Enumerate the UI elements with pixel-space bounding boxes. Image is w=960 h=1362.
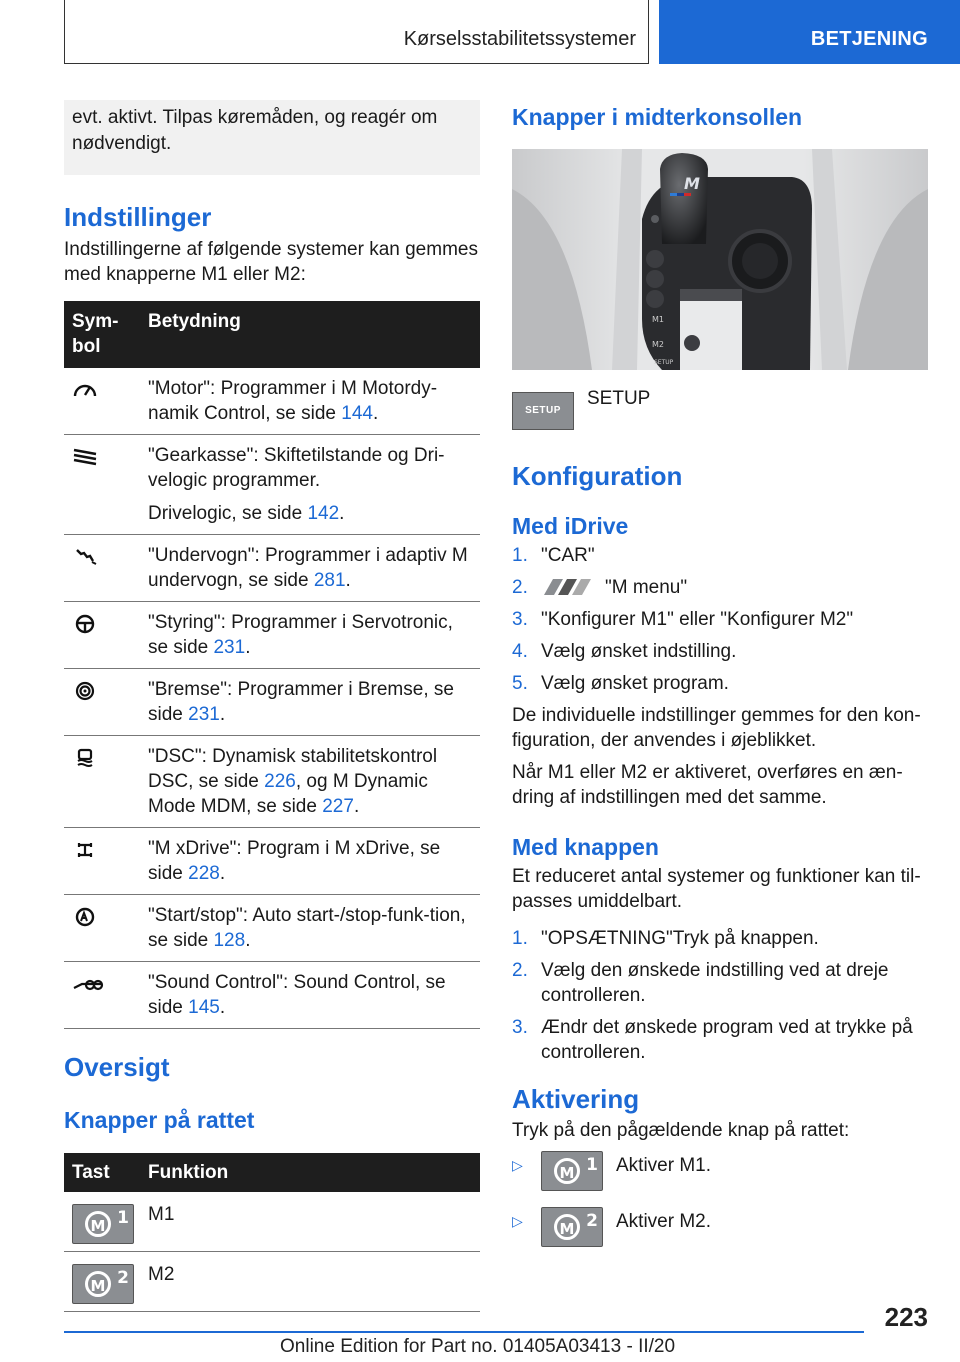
console-m1: M1 [652, 315, 664, 324]
row-text-end: . [245, 637, 251, 658]
m-letter: M [90, 1217, 106, 1235]
row-subtext-end: . [339, 503, 345, 524]
m2-button [72, 1264, 134, 1304]
overview-heading: Oversigt [64, 1052, 170, 1082]
list-item [512, 575, 928, 600]
row-text-end: . [219, 863, 226, 884]
step-text: Vælg den ønskede indstilling ved at dreje controlleren. [541, 960, 889, 1006]
console-m2: M2 [652, 340, 664, 349]
page-link[interactable]: 231 [213, 637, 246, 658]
step-text: Vælg ønsket program. [541, 673, 729, 694]
step-number: 5. [512, 673, 528, 694]
table-row [64, 736, 480, 828]
table-row [64, 895, 480, 962]
table-header-row [64, 301, 480, 368]
section-tab[interactable] [659, 0, 960, 64]
col-function: Funktion [136, 1153, 480, 1192]
step-number: 3. [512, 609, 528, 630]
dsc-icon [72, 748, 98, 768]
list-item [512, 1015, 928, 1065]
list-item [512, 958, 928, 1008]
m2-button [541, 1207, 603, 1247]
m1-button [541, 1151, 603, 1191]
page-link[interactable]: 226 [264, 771, 296, 792]
note-text: evt. aktivt. Tilpas køremåden, og reagér om nødvendigt. [72, 107, 438, 154]
page-number: 223 [884, 1302, 928, 1332]
page-link[interactable]: 144 [341, 403, 373, 424]
sound-icon [72, 974, 106, 994]
step-text: "Konfigurer M1" eller "Konfigurer M2" [541, 609, 854, 630]
row-text-end: . [353, 796, 360, 817]
list-item [512, 926, 928, 951]
row-text-end: . [219, 704, 226, 725]
row-subtext [148, 501, 474, 526]
step-text: Ændr det ønskede program ved at trykke på controlleren. [541, 1017, 913, 1063]
row-text-end: . [372, 403, 379, 424]
list-item [512, 671, 928, 696]
m-letter: M [559, 1220, 575, 1238]
motor-icon [72, 380, 98, 400]
note-box [64, 100, 480, 175]
button-steps [512, 926, 928, 1065]
m-number: 1 [117, 1208, 129, 1228]
step-number: 3. [512, 1017, 528, 1038]
row-subtext-start: Drivelogic, se side [148, 503, 308, 524]
setup-row [512, 390, 928, 452]
row-text-end: . [245, 930, 251, 951]
step-text: "M menu" [605, 577, 688, 598]
m-letter: M [559, 1164, 575, 1182]
m-letter: M [90, 1277, 106, 1295]
step-number: 2. [512, 577, 528, 598]
page-link[interactable]: 128 [213, 930, 246, 951]
section-label: BETJENING [810, 28, 928, 50]
list-item [512, 1209, 928, 1265]
idrive-heading: Med iDrive [512, 513, 629, 539]
row-text: "Motor": Programmer i M Motordy-namik Control, se side [148, 378, 438, 424]
step-text: Vælg ønsket indstilling. [541, 641, 737, 662]
triangle-bullet-icon: ▷ [512, 1213, 523, 1229]
table-row [64, 828, 480, 895]
row-text: "Styring": Programmer i Servotronic, se side [148, 612, 453, 658]
suspension-icon [72, 547, 98, 567]
m-number: 2 [586, 1211, 598, 1231]
col-key: Tast [64, 1153, 136, 1192]
page-link[interactable]: 228 [188, 863, 220, 884]
page-link[interactable]: 142 [307, 503, 340, 524]
page-link[interactable]: 227 [322, 796, 354, 817]
keys-table [64, 1153, 480, 1312]
wheel-heading: Knapper på rattet [64, 1107, 255, 1133]
idrive-steps [512, 543, 928, 696]
table-row [64, 1252, 480, 1312]
gearbox-icon [72, 447, 98, 467]
step-text: "CAR" [541, 545, 595, 566]
step-text: "OPSÆTNING"Tryk på knappen. [541, 928, 819, 949]
console-illustration [512, 149, 928, 370]
m1-button [72, 1204, 134, 1244]
table-row [64, 962, 480, 1029]
right-column [512, 100, 928, 1265]
row-text: "M xDrive": Program i M xDrive, se side [148, 838, 441, 884]
table-row [64, 602, 480, 669]
steering-icon [72, 614, 98, 634]
col-meaning: Betydning [136, 301, 480, 368]
row-text: "Sound Control": Sound Control, se side [148, 972, 446, 1018]
m-menu-icon [541, 576, 597, 598]
table-row [64, 669, 480, 736]
para-current-config: De individuelle indstillinger gemmes for den kon-figuration, der anvendes i øjeblikket. [512, 705, 921, 751]
step-number: 1. [512, 545, 528, 566]
row-text-end: . [219, 997, 226, 1018]
m-logo: M [684, 174, 700, 193]
settings-heading: Indstillinger [64, 202, 212, 232]
list-item [512, 639, 928, 664]
list-item [512, 1153, 928, 1209]
page-link[interactable]: 231 [188, 704, 220, 725]
m-number: 1 [586, 1155, 598, 1175]
settings-intro: Indstillingerne af følgende systemer kan gemmes med knapperne M1 eller M2: [64, 239, 478, 285]
button-intro: Et reduceret antal systemer og funktioner kan til-passes umiddelbart. [512, 866, 921, 912]
activation-list [512, 1153, 928, 1265]
table-row [64, 1192, 480, 1252]
key-function: M1 [136, 1192, 480, 1252]
row-text: "Gearkasse": Skiftetilstande og Dri-velogic programmer. [148, 445, 445, 491]
table-row [64, 368, 480, 435]
row-text-end: . [345, 570, 351, 591]
list-item [512, 543, 928, 568]
para-transfer: Når M1 eller M2 er aktiveret, overføres en æn-dring af indstillingen med det samme. [512, 762, 903, 808]
row-text: "DSC": Dynamisk stabilitetskontrol DSC, se side [148, 746, 438, 792]
table-row [64, 435, 480, 535]
settings-table [64, 301, 480, 1029]
activation-text: Aktiver M1. [616, 1155, 712, 1176]
key-function: M2 [136, 1252, 480, 1312]
table-row [64, 535, 480, 602]
list-item [512, 607, 928, 632]
chapter-title: Kørselsstabilitetssystemer [403, 28, 636, 50]
m-number: 2 [117, 1268, 129, 1288]
start-stop-icon [72, 907, 98, 927]
col-symbol: Sym-bol [64, 301, 136, 368]
step-number: 4. [512, 641, 528, 662]
console-setup: SETUP [654, 359, 674, 366]
activation-text: Aktiver M2. [616, 1211, 712, 1232]
console-photo [512, 149, 928, 370]
row-text: "Bremse": Programmer i Bremse, se side [148, 679, 454, 725]
page-link[interactable]: 145 [188, 997, 220, 1018]
table-header-row [64, 1153, 480, 1192]
setup-button-label: SETUP [525, 405, 561, 416]
step-number: 2. [512, 960, 528, 981]
console-heading: Knapper i midterkonsollen [512, 104, 803, 130]
row-text: "Undervogn": Programmer i adaptiv M undervogn, se side [148, 545, 468, 591]
step-number: 1. [512, 928, 528, 949]
row-text: "Start/stop": Auto start-/stop-funk-tion, se side [148, 905, 466, 951]
xdrive-icon [72, 840, 98, 860]
setup-button [512, 392, 574, 430]
config-heading: Konfiguration [512, 461, 683, 491]
setup-label: SETUP [587, 388, 651, 409]
edition-text: Online Edition for Part no. 01405A03413 - II/20 [280, 1336, 676, 1357]
header-frame [64, 0, 649, 64]
brake-icon [72, 681, 98, 701]
left-column [64, 100, 480, 1312]
activation-intro: Tryk på den pågældende knap på rattet: [512, 1120, 850, 1141]
row-text-mid: , og M Dynamic Mode MDM, se side [148, 771, 428, 817]
page-link[interactable]: 281 [313, 570, 346, 591]
footer-divider [64, 1331, 864, 1333]
activation-heading: Aktivering [512, 1084, 640, 1114]
triangle-bullet-icon: ▷ [512, 1157, 523, 1173]
button-heading: Med knappen [512, 834, 659, 860]
